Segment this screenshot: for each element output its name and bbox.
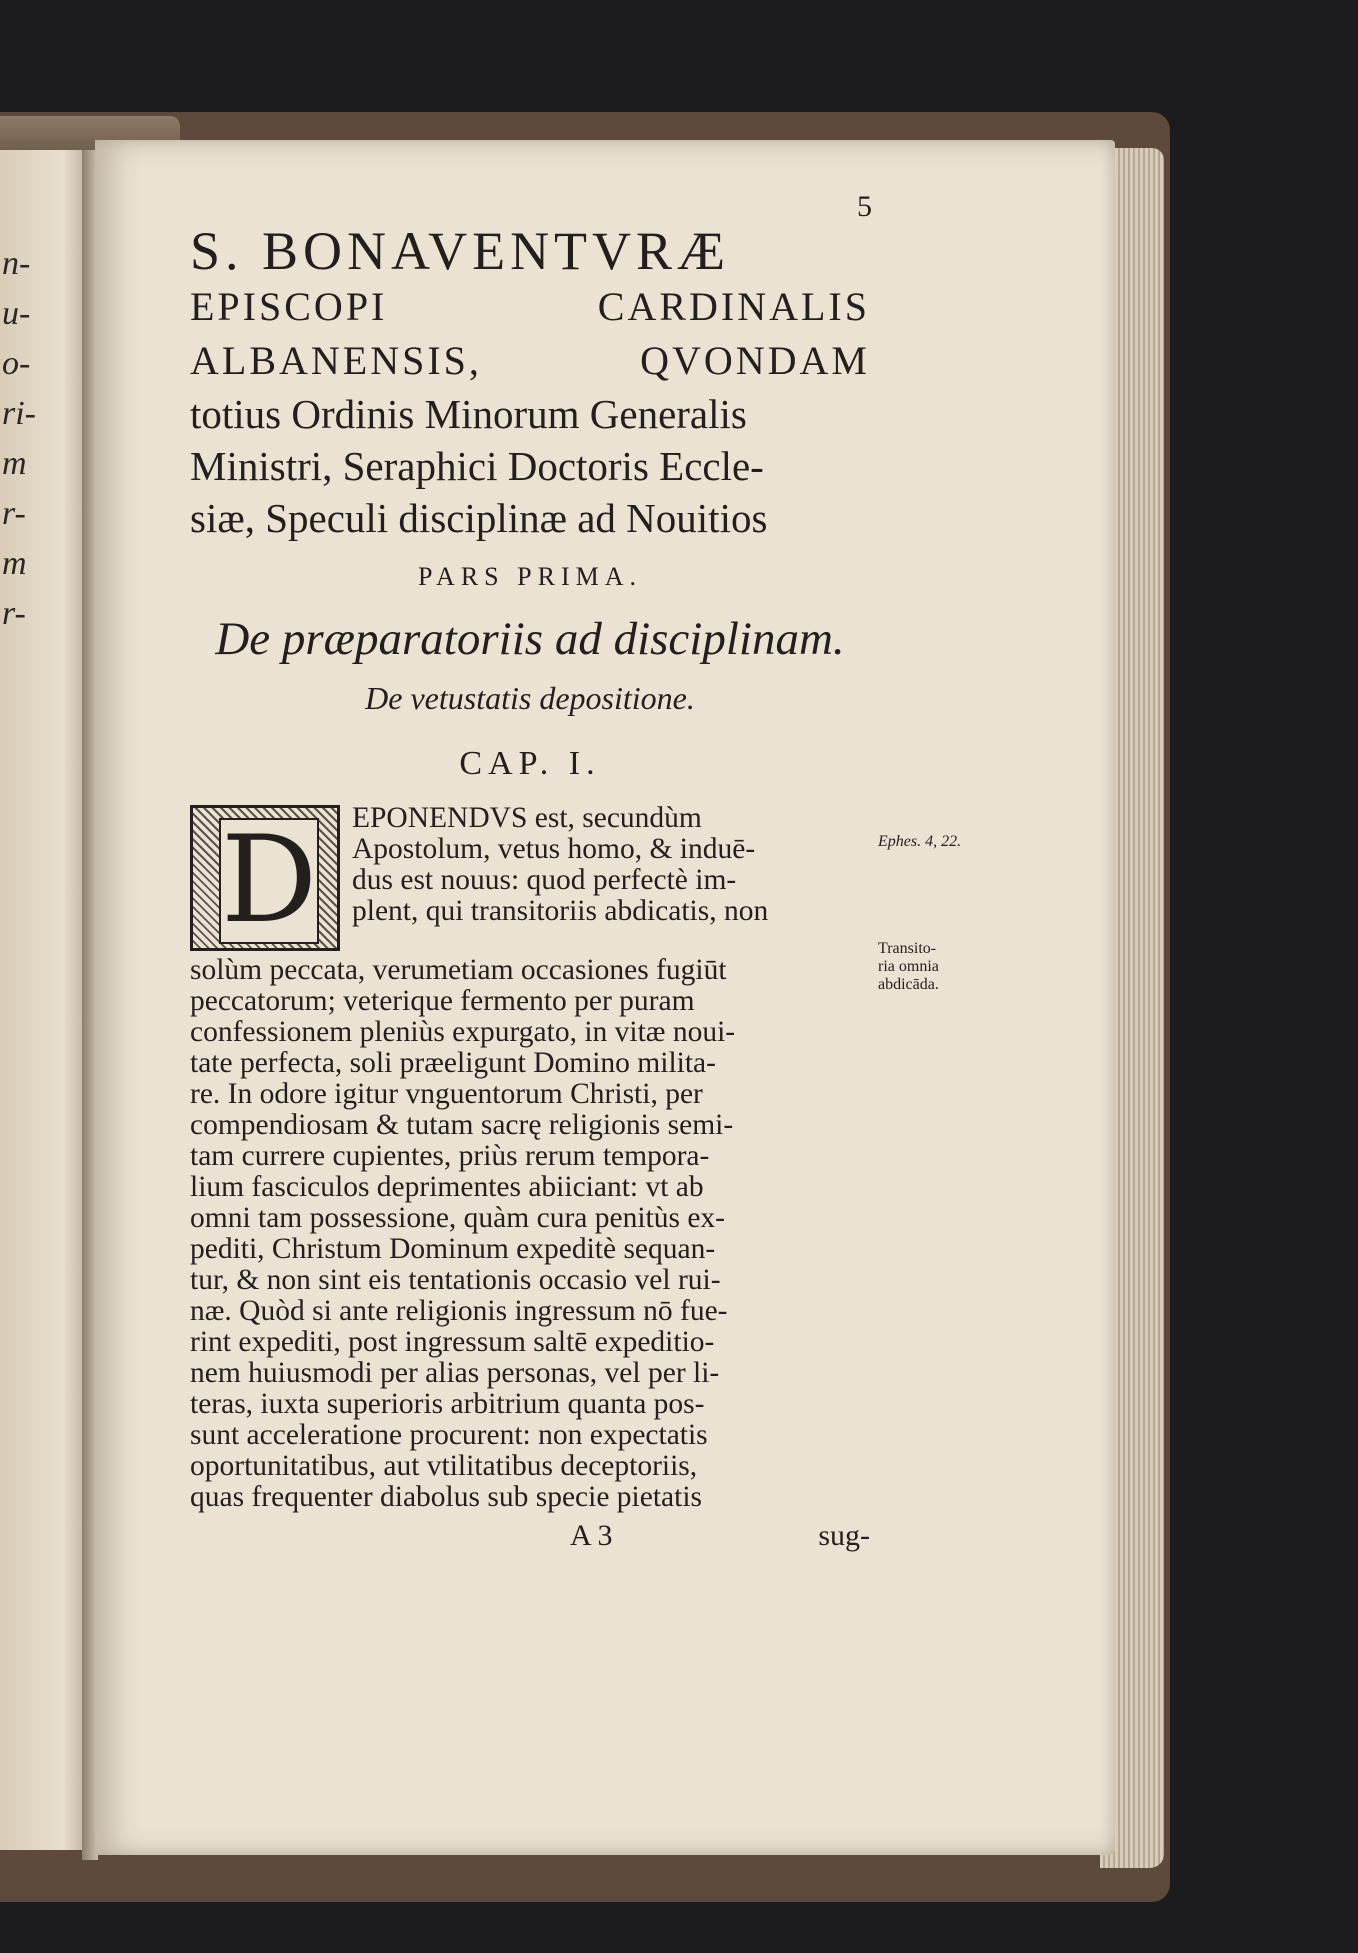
title-line-6: siæ, Speculi disciplinæ ad Nouitios	[190, 495, 768, 541]
title-cardinalis: CARDINALIS	[597, 284, 870, 329]
body-line: dus est nouus: quod perfectè im-	[352, 864, 737, 896]
catchword: sug-	[818, 1519, 870, 1552]
title-albanensis: ALBANENSIS,	[190, 338, 482, 383]
body-line: solùm peccata, verumetiam occasiones fugiūt	[190, 954, 727, 986]
left-page	[0, 150, 90, 1850]
body-line: omni tam possessione, quàm cura penitùs ex-	[190, 1202, 725, 1234]
left-fragment: o-	[2, 345, 31, 382]
folio-number: 5	[857, 190, 872, 223]
left-fragment: ri-	[2, 395, 36, 432]
body-line: plent, qui transitoriis abdicatis, non	[352, 895, 769, 927]
margin-note-line: abdicāda.	[878, 976, 939, 993]
left-fragment: r-	[2, 595, 26, 632]
title-line-1: S. BONAVENTVRÆ	[190, 221, 731, 281]
margin-note-line: ria omnia	[878, 958, 939, 975]
title-line-5: Ministri, Seraphici Doctoris Eccle-	[190, 443, 764, 489]
signature-mark: A 3	[570, 1519, 613, 1552]
body-line: lium fasciculos deprimentes abiiciant: vt ab	[190, 1171, 704, 1203]
body-line: tate perfecta, soli præeligunt Domino milita-	[190, 1047, 716, 1079]
title-line-2	[190, 280, 870, 334]
section-subheading: De vetustatis depositione.	[365, 680, 695, 716]
body-line: re. In odore igitur vnguentorum Christi, per	[190, 1078, 703, 1110]
body-line: pediti, Christum Dominum expeditè sequan-	[190, 1233, 716, 1265]
left-fragment: u-	[2, 295, 31, 332]
pars-heading: PARS PRIMA.	[417, 562, 642, 591]
title-line-3	[190, 334, 870, 388]
page-footer	[190, 1519, 870, 1553]
body-line: tam currere cupientes, priùs rerum tempora-	[190, 1140, 710, 1172]
left-fragment: m	[2, 445, 27, 482]
body-line: rint expediti, post ingressum saltē expeditio-	[190, 1326, 715, 1358]
margin-note-line: Transito-	[878, 940, 937, 957]
body-text	[190, 803, 870, 1513]
body-line: tur, & non sint eis tentationis occasio vel rui-	[190, 1264, 721, 1296]
body-line: EPONENDVS est, secundùm	[352, 802, 702, 834]
body-line: compendiosam & tutam sacrę religionis semi-	[190, 1109, 734, 1141]
body-line: quas frequenter diabolus sub specie pietatis	[190, 1481, 703, 1513]
body-line: oportunitatibus, aut vtilitatibus deceptoriis,	[190, 1450, 698, 1482]
margin-reference: Ephes. 4, 22.	[878, 833, 962, 850]
body-line: nem huiusmodi per alias personas, vel per li-	[190, 1357, 720, 1389]
left-fragment: r-	[2, 495, 26, 532]
body-line: Apostolum, vetus homo, & induē-	[352, 833, 756, 865]
title-line-4: totius Ordinis Minorum Generalis	[190, 391, 747, 437]
left-fragment: m	[2, 545, 27, 582]
body-line: næ. Quòd si ante religionis ingressum nō fue-	[190, 1295, 728, 1327]
title-episcopi: EPISCOPI	[190, 284, 388, 329]
body-line: sunt acceleratione procurent: non expectatis	[190, 1419, 708, 1451]
drop-cap-initial	[190, 805, 340, 951]
left-fragment: n-	[2, 245, 31, 282]
page-content	[190, 190, 870, 1553]
chapter-heading: CAP. I.	[459, 745, 601, 782]
section-heading: De præparatoriis ad disciplinam.	[215, 613, 845, 665]
drop-cap-letter: D	[221, 811, 318, 950]
title-quondam: QVONDAM	[640, 338, 870, 383]
body-line: confessionem pleniùs expurgato, in vitæ noui-	[190, 1016, 736, 1048]
body-line: peccatorum; veterique fermento per puram	[190, 985, 695, 1017]
body-line: teras, iuxta superioris arbitrium quanta pos-	[190, 1388, 705, 1420]
